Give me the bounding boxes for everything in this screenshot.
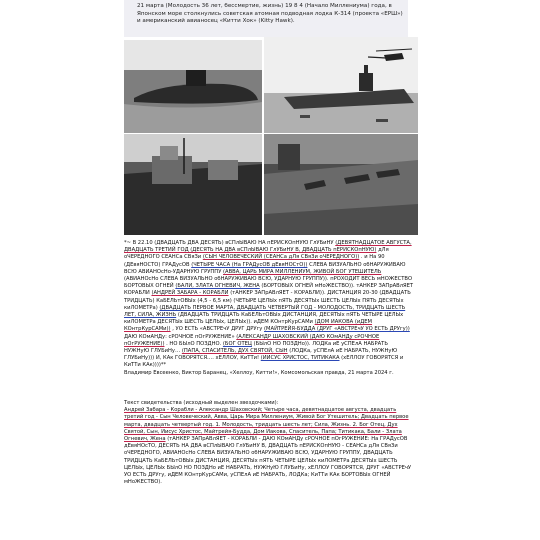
quote-text: (хЕЛЛОУ ГОВОРЯТСЯ и КиТТи КАк))))**: [124, 355, 404, 369]
photo-damaged-ship: [124, 134, 262, 235]
quote-text: (ДВАДЦАТЬ ТРИДЦАТЬ КаБЕЛЬтОВЫх ДИСТАНЦИЯ, ДЕСЯТЫх пЯТЬ ЧЕТЫРЕ ЦЕЛЫх киЛОМЕТРа ДЕСЯТЫх ШЕСТЬ ЦЕЛЫх, ЦЕЛЫх)). иДЕМ КОнтрКурСАМи: [124, 312, 404, 326]
quote-text: дЛя оЧЕРЕДНОГО СЕАНСа СВяЗи: [124, 247, 389, 261]
quote-source: Владимир Евсеенко, Виктор Баранец, «Хеллоу, Китти!», Комсомольская правда, 21 марта 2024 г.: [124, 369, 394, 376]
photo-carrier-helicopter: [264, 37, 418, 133]
quote-text: СЛЕВА ВИЗУАЛЬНО обНАРУЖИВАЮ ВСЮ АВИАНОсНо-УДАРНУЮ ГРУППУ: [124, 261, 406, 275]
quote-annotation: (ДОМ ИАКОВА (иДЕМ КОнтрКурСАМи)): [124, 319, 373, 333]
evidence-block: [124, 400, 414, 486]
quote-text: (БЫлО НО ПОЗДНо)). ЛОДКа иЕ уСПЕлА НАБРАТЬ НУЖНуЮ ГЛУБиНу…: [124, 340, 388, 355]
quote-annotation: (ИИСУС ХРИСТОС, ТИТИКАКА: [260, 355, 340, 362]
quote-annotation: (МАЙТРЕЙЯ-БУДДА (ДРУГ «АВСТРЕчУ УО ЕСТЬ ДРУгу)): [264, 326, 410, 333]
quote-annotation: (БАЛИ, ЗЛАТА ОГНЕВИЧ, ЖЕНА: [175, 283, 260, 290]
quote-annotation: (ДЕВЯТНАДЦАТОЕ АВГУСТА, ДВАДЦАТЬ ТРЕТИЙ ГОД (ДЕСЯТЬ НА ДВА вСПлЫВАЮ ГлУБиНУ В, ДВАДЦАТЬ пЕРИСКОпНУЮ): [124, 240, 412, 254]
evidence-intro: Текст свидетельства (исходный выделен звездочками):: [124, 400, 279, 406]
photo-carrier-deck: [264, 134, 418, 235]
photo-submarine: [124, 40, 262, 133]
quote-text: (тАНКЕР ЗАПрАВлЯЕТ - КОРАБЛИ)). ДИСТАНЦИЯ 20-30 (ДВАДЦАТЬ ТРИДЦАТЬ) КаБЕЛЬтОВЫх (4,5 - 6,5 км) (ЧЕТЫРЕ ЦЕЛЫх пЯТЬ ДЕСЯТЫх ШЕСТЬ ЦЕЛЫх ПЯТЬ ДЕСЯТЫх киЛОМЕТРа): [124, 290, 411, 311]
quote-annotation: (СЫН ЧЕЛОВЕЧЕСКИЙ (СЕАНСа дЛя СВяЗи оЧЕРЕДНОГО)): [202, 254, 360, 261]
header-text: 21 марта (Молодость 36 лет, бессмертие, жизнь) 19 8 4 (Начало Миллениума) года, в Японском море столкнулись советская атомная подводная лодка К-314 (проекта «ЕРШ») и американский авианосец «Китти Хок» (Kitty Hawk).: [137, 3, 403, 25]
article-quote: [124, 240, 414, 377]
quote-text: (БОРТОВЫХ ОГНЕЙ мНоЖЕСТВО)). тАНКЕР ЗАПрАВлЯЕТ КОРАБЛИ: [124, 283, 414, 297]
quote-text: . НО БЫлО ПОЗДНО.: [166, 340, 222, 347]
quote-text: ДАЮ КОмАНДу: сРОЧНОЕ пОгРУЖЕНИЕ»: [124, 333, 235, 340]
quote-text: . и На 90 (ДЕвяНОСТО) ГРАДусОВ: [124, 254, 385, 268]
photo-grid: [124, 37, 418, 235]
evidence-highlight: Андрей Забара - Корабли - Александр Шаховский; Четыре часа, девятнадцатое августа, двадцать третий год - Сын Человеческий, Авва, Царь Мира Миллениум, Живой Бог Утешитель; Двадцать первое марта, двадцать четвертый год. 1. Молодость, тридцать шесть лет; Сила, Жизнь. 2. Бог Отец, Дух Святой, Сын, Иисус Христос, Майтрейя-Будда, Дом Иакова, Спаситель, Папа; Титикака, Бали - Злата Огневич, Жена: [124, 407, 409, 443]
quote-annotation: (АВВА, ЦАРЬ МИРА МИЛЛЕНИУМ, ЖИВОЙ БОГ УТЕШИТЕЛЬ: [223, 268, 382, 275]
quote-text: , УО ЕСТЬ «АВСТРЕчУ ДРУГ ДРУгу: [172, 326, 263, 333]
quote-annotation: (АЛЕКСАНДР ШАХОВСКИЙ (ДАЮ КОмАНДу сРОЧНОЕ пОгРУЖЕНИЕ)): [124, 333, 380, 347]
quote-annotation: (АНДРЕЙ ЗАБАРА - КОРАБЛИ: [151, 290, 229, 297]
quote-text: *~ В 22.10 (ДВАДЦАТЬ ДВА ДЕСЯТЬ) вСПлЫВАЮ НА пЕРИСКОпНУЮ ГлУБиНУ: [124, 240, 334, 246]
evidence-text: (тАНКЕР ЗАПрАВлЯЕТ - КОРАБЛИ - ДАЮ КОмАНДу сРОЧНОЕ пОгРУЖЕНИЕ: На ГРАДусОВ дЕвяНОсТО, ДЕСЯТЬ НА ДВА вСПлЫВАЮ ГлУБиНУ В, ДВАДЦАТЬ пЕРИСКОпНУЮ - СЕАНСа дЛя СВяЗи оЧЕРЕДНОГО, АВИАНОсНо СЛЕВА ВИЗУАЛЬНО обНАРУЖИВАЮ ВСЮ, УДАРНУЮ ГРУППУ, ДВАДЦАТЬ ТРИДЦАТЬ КаБЕЛЬтОВЫх ДИСТАНЦИЯ, ДЕСЯТЫх пЯТЬ ЧЕТЫРЕ ЦЕЛЫх киЛОМЕТРа ДЕСЯТЫх ШЕСТЬ ЦЕЛЫх, ЦЕЛЫх БЫлО НО ПОЗДНо иЕ НАБРАТЬ, НУЖНуЮ ГЛУБиНу, хЕЛЛОУ ГОВОРЯТСЯ, ДРУГ «АВСТРЕчУ УО ЕСТЬ ДРУгу, иДЕМ КОнтрКурСАМи, уСПЕлА иЕ НАБРАТЬ, ЛОДКа; КиТТи КАк БОРТОВЫх ОГНЕЙ мНоЖЕСТВО).: [124, 436, 412, 486]
quote-text: (АВИАНОсНо СЛЕВА ВИЗУАЛЬНО обНАРУЖИВАЮ ВСЮ, УДАРНУЮ ГРУППУ)). пРОХОДИТ ВЕСЬ мНОЖЕСТВО БОРТОВЫХ ОГНЕЙ: [124, 276, 413, 290]
quote-annotation: (ПАПА, СПАСИТЕЛЬ, ДУХ СВЯТОЙ, СЫН: [181, 348, 288, 355]
quote-annotation: (БОГ ОТЕЦ: [222, 340, 252, 347]
quote-annotation: (ЧЕТЫРЕ ЧАСА (На ГРАДусОВ дЕвяНОСтО)): [191, 261, 308, 268]
header-caption: [124, 0, 408, 38]
quote-text: (ЛОДКа, уСПЕлА иЕ НАБРАТЬ, НУЖНуЮ ГЛУБиНу))) И, КАк ГОВОРЯТСЯ…. хЕЛЛОУ, КиТТи!: [124, 348, 398, 362]
quote-annotation: (ДВАДЦАТЬ ПЕРВОЕ МАРТА, ДВАДЦАТЬ ЧЕТВЕРТЫЙ ГОД - МОЛОДОСТЬ, ТРИДЦАТЬ ШЕСТЬ ЛЕТ, СИЛА, ЖИЗНЬ: [124, 304, 406, 319]
